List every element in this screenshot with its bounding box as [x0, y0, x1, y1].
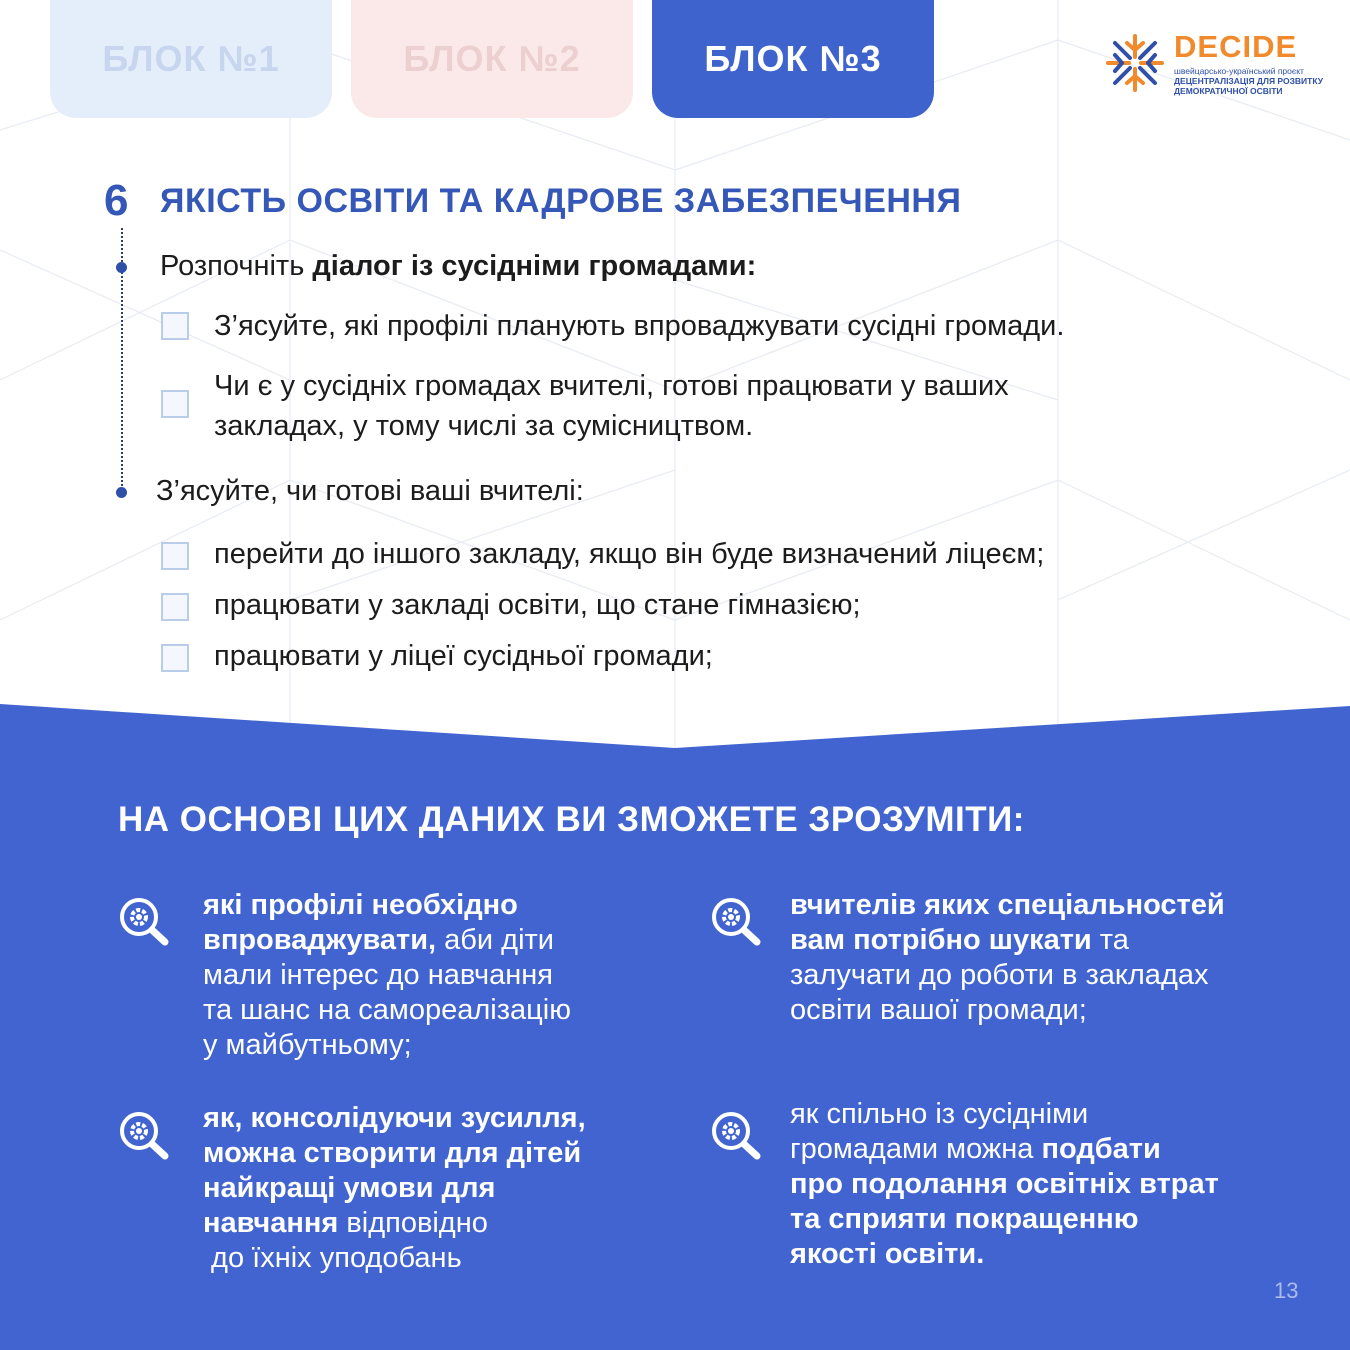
outcome-plain: та шанс на самореалізацію [203, 994, 571, 1026]
outcome-plain: до їхніх уподобань [203, 1242, 462, 1274]
checkbox[interactable] [161, 644, 189, 672]
logo-subtitle-line2: ДЕЦЕНТРАЛІЗАЦІЯ ДЛЯ РОЗВИТКУ [1174, 76, 1324, 86]
outcome-bold: вам потрібно шукати [790, 924, 1092, 956]
search-gear-icon [710, 1110, 762, 1162]
search-gear-icon [710, 896, 762, 948]
logo-subtitle [1174, 66, 1323, 96]
checklist-item-line: закладах, у тому числі за сумісництвом. [214, 410, 754, 442]
outcome-plain: аби діти [436, 924, 555, 956]
bullet-1-text [160, 250, 756, 283]
outcome-bold: подбати [1041, 1133, 1161, 1165]
outcome-plain: відповідно [338, 1207, 488, 1239]
outcome-plain: мали інтерес до навчання [203, 959, 553, 991]
outcome-bold: якості освіти. [790, 1238, 985, 1270]
outcome-plain: та [1091, 924, 1129, 956]
checkbox[interactable] [161, 542, 189, 570]
logo-subtitle-line1: швейцарсько-український проєкт [1174, 66, 1304, 76]
outcome-bold: вчителів яких спеціальностей [790, 889, 1225, 921]
outcome-bold: навчання [203, 1207, 339, 1239]
tab-block-1-label: БЛОК №1 [102, 38, 280, 79]
checklist-item-text: З’ясуйте, які профілі планують впроваджувати сусідні громади. [214, 310, 1065, 342]
checkbox[interactable] [161, 593, 189, 621]
outcomes-title: НА ОСНОВІ ЦИХ ДАНИХ ВИ ЗМОЖЕТЕ ЗРОЗУМІТИ: [118, 800, 1025, 839]
bullet-1-plain: Розпочніть [160, 250, 313, 282]
tab-block-2[interactable] [351, 0, 633, 118]
tab-block-3-label: БЛОК №3 [704, 38, 882, 79]
logo-wordmark: DECIDE [1174, 29, 1298, 64]
section-number: 6 [104, 176, 129, 225]
logo-subtitle-line3: ДЕМОКРАТИЧНОЇ ОСВІТИ [1174, 86, 1283, 96]
outcome-item-4 [790, 1097, 1219, 1272]
page-number: 13 [1274, 1278, 1299, 1303]
checklist-item-line: Чи є у сусідніх громадах вчителі, готові працювати у ваших [214, 370, 1009, 402]
outcome-item-1 [203, 888, 571, 1063]
bullet-1-bold: діалог із сусідніми громадами: [312, 250, 757, 282]
outcome-bold: про подолання освітніх втрат [790, 1168, 1219, 1200]
outcome-plain: освіти вашої громади; [790, 994, 1087, 1026]
outcome-bold: та сприяти покращенню [790, 1203, 1139, 1235]
checkbox[interactable] [161, 312, 189, 340]
tab-block-3[interactable] [652, 0, 934, 118]
outcome-item-3 [203, 1101, 586, 1276]
bullet-2-text: З’ясуйте, чи готові ваші вчителі: [156, 475, 584, 507]
outcome-item-2 [790, 888, 1225, 1028]
outcome-bold: які профілі необхідно [203, 889, 518, 921]
outcome-plain: у майбутньому; [203, 1029, 412, 1061]
bullet-dot [116, 262, 127, 273]
checklist-item-text: працювати у ліцеї сусідньої громади; [214, 640, 713, 672]
checklist-item-text [214, 366, 1009, 446]
decide-logo [1104, 29, 1324, 96]
outcome-plain: залучати до роботи в закладах [790, 959, 1209, 991]
section-title: ЯКІСТЬ ОСВІТИ ТА КАДРОВЕ ЗАБЕЗПЕЧЕННЯ [160, 182, 962, 220]
checkbox[interactable] [161, 390, 189, 418]
outcome-plain: громадами можна [790, 1133, 1042, 1165]
bullet-dot [116, 487, 127, 498]
outcome-bold: найкращі умови для [203, 1172, 496, 1204]
decide-snowflake-icon [1104, 32, 1166, 94]
tab-block-2-label: БЛОК №2 [403, 38, 581, 79]
checklist-item-text: працювати у закладі освіти, що стане гімназією; [214, 589, 861, 621]
outcome-bold: можна створити для дітей [203, 1137, 582, 1169]
checklist-item-text: перейти до іншого закладу, якщо він буде визначений ліцеєм; [214, 538, 1045, 570]
search-gear-icon [118, 1110, 170, 1162]
outcome-bold: як, консолідуючи зусилля, [203, 1102, 586, 1134]
tab-block-1[interactable] [50, 0, 332, 118]
search-gear-icon [118, 896, 170, 948]
outcome-plain: як спільно із сусідніми [790, 1098, 1089, 1130]
outcome-bold: впроваджувати, [203, 924, 437, 956]
